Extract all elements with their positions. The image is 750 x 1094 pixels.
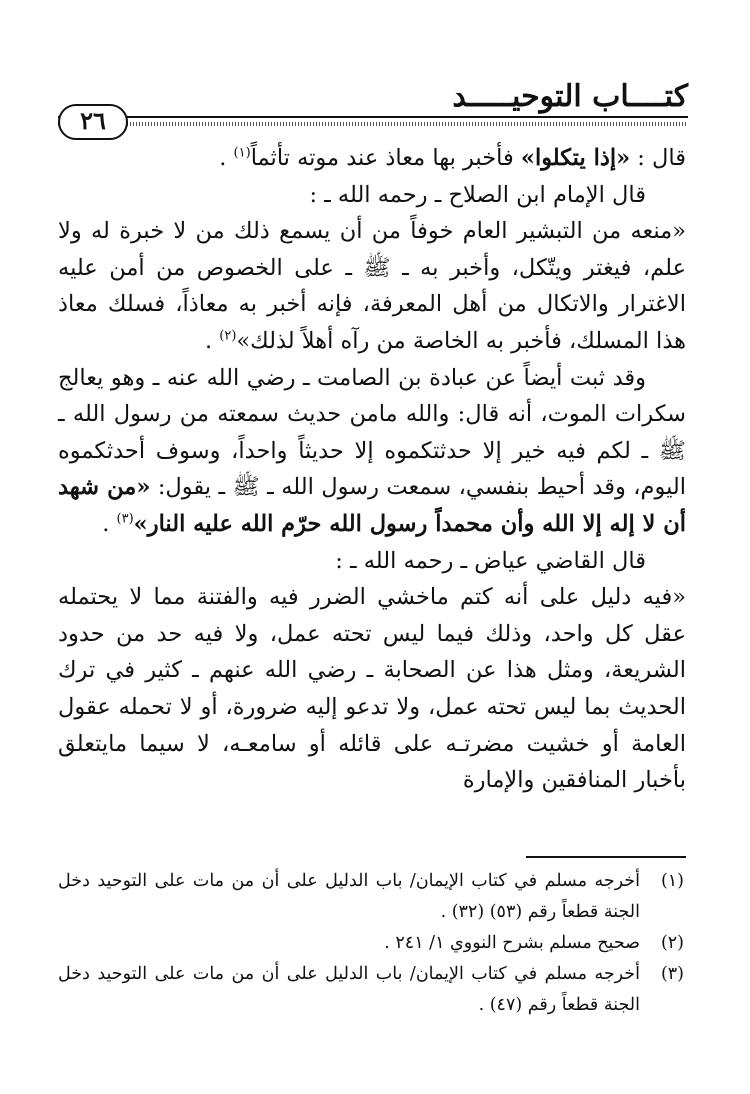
footnote-3 (58, 959, 684, 1021)
paragraph-1: قال : «إذا يتكلوا» فأخبر بها معاذ عند موته تأثماً$^{(١)}$ . (219, 145, 686, 171)
footnote-number: (١) (660, 871, 684, 891)
footnote-1 (58, 866, 684, 928)
paragraph-6: «فيه دليل على أنه كتم ماخشي الضرر فيه والفتنة مما لا يحتمله عقل كل واحد، وذلك فيما ليس تحته عمل، ولا فيه حد من حدود الشريعة، ومثل هذا عن الصحابة ـ رضي الله عنهم ـ كثير في ترك الحديث بما ليس تحته عمل، ولا تدعو إليه ضرورة، أو لا تحمله عقول العامة أو خشيت مضرتـه على قائله أو سامعـه، لا سيما مايتعلق بأخبار المنافقين والإمارة (58, 584, 686, 794)
footnote-text: أخرجه مسلم في كتاب الإيمان/ باب الدليل على أن من مات على التوحيد دخل الجنة قطعاً رقم (٤٧) . (58, 964, 640, 1015)
paragraph-3: «منعه من التبشير العام خوفاً من أن يسمع ذلك من لا خبرة له ولا علم، فيغتر ويتّكل، وأخبر به ـ ﷺ ـ على الخصوص من أمن عليه الاغترار والاتكال من أهل المعرفة، فإنه أخبر به معاذاً، فسلك معاذ هذا المسلك، فأخبر به الخاصة من رآه أهلاً لذلك»$^{(٢)}$ . (58, 218, 686, 354)
footnote-2 (58, 928, 684, 959)
footnote-text: صحيح مسلم بشرح النووي ١/ ٢٤١ . (384, 933, 640, 953)
bold-quote: «إذا يتكلوا» (520, 145, 631, 171)
header-rule (58, 116, 688, 118)
footnote-separator (526, 856, 686, 858)
footnote-ref-2: (٢) (219, 328, 237, 344)
running-header (58, 79, 688, 135)
main-text (58, 140, 686, 799)
footnote-text: أخرجه مسلم في كتاب الإيمان/ باب الدليل على أن من مات على التوحيد دخل الجنة قطعاً رقم (٥٣) (٣٢) . (58, 871, 640, 922)
footnotes (58, 866, 684, 1021)
footnote-ref-1: (١) (233, 145, 251, 161)
paragraph-4: وقد ثبت أيضاً عن عبادة بن الصامت ـ رضي الله عنه ـ وهو يعالج سكرات الموت، أنه قال: والله مامن حديث سمعته من رسول الله ـ ﷺ ـ لكم فيه خير إلا حدثتكموه إلا حديثاً واحداً، وسوف أحدثكموه اليوم، وقد أحيط بنفسي، سمعت رسول الله ـ ﷺ ـ يقول: «من شهد أن لا إله إلا الله وأن محمداً رسول الله حرّم الله عليه النار»$^{(٣)}$ . (58, 364, 686, 537)
book-title: كتــــاب التوحيـــــد (452, 79, 688, 114)
paragraph-2: قال الإمام ابن الصلاح ـ رحمه الله ـ : (309, 181, 646, 208)
footnote-number: (٢) (660, 933, 684, 953)
footnote-ref-3: (٣) (116, 511, 134, 527)
paragraph-5: قال القاضي عياض ـ رحمه الله ـ : (335, 547, 646, 574)
bold-hadith: «من شهد أن لا إله إلا الله وأن محمداً رسول الله حرّم الله عليه النار» (58, 474, 686, 537)
header-hatched-rule (58, 122, 688, 126)
footnote-number: (٣) (660, 964, 684, 984)
page-number: ٢٦ (58, 104, 128, 140)
